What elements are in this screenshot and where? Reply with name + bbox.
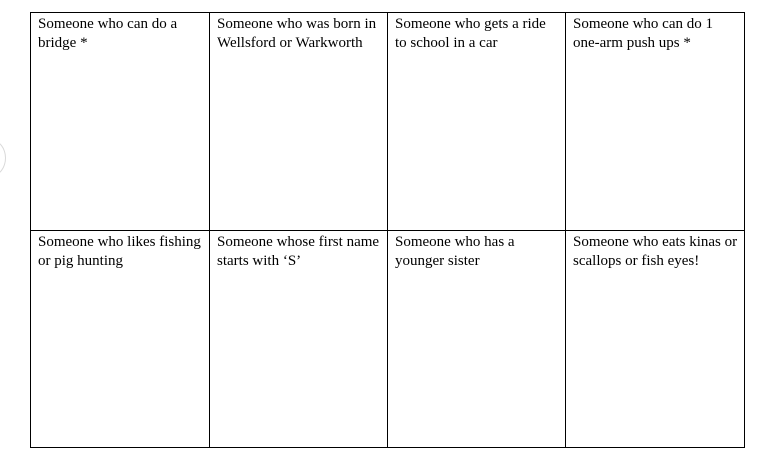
bingo-cell-younger-sister[interactable]: Someone who has a younger sister	[388, 230, 566, 448]
table-row	[31, 230, 745, 448]
bingo-cell-name-starts-s[interactable]: Someone whose first name starts with ‘S’	[210, 230, 388, 448]
people-bingo-table	[30, 12, 745, 448]
bingo-cell-ride-to-school[interactable]: Someone who gets a ride to school in a car	[388, 13, 566, 231]
bingo-cell-born-wellsford[interactable]: Someone who was born in Wellsford or Warkworth	[210, 13, 388, 231]
bingo-cell-eats-kinas[interactable]: Someone who eats kinas or scallops or fish eyes!	[566, 230, 745, 448]
bingo-cell-push-ups[interactable]: Someone who can do 1 one-arm push ups *	[566, 13, 745, 231]
table-row	[31, 13, 745, 231]
bingo-cell-fishing[interactable]: Someone who likes fishing or pig hunting	[31, 230, 210, 448]
bingo-cell-bridge[interactable]: Someone who can do a bridge *	[31, 13, 210, 231]
page-edge-decoration	[0, 140, 6, 176]
